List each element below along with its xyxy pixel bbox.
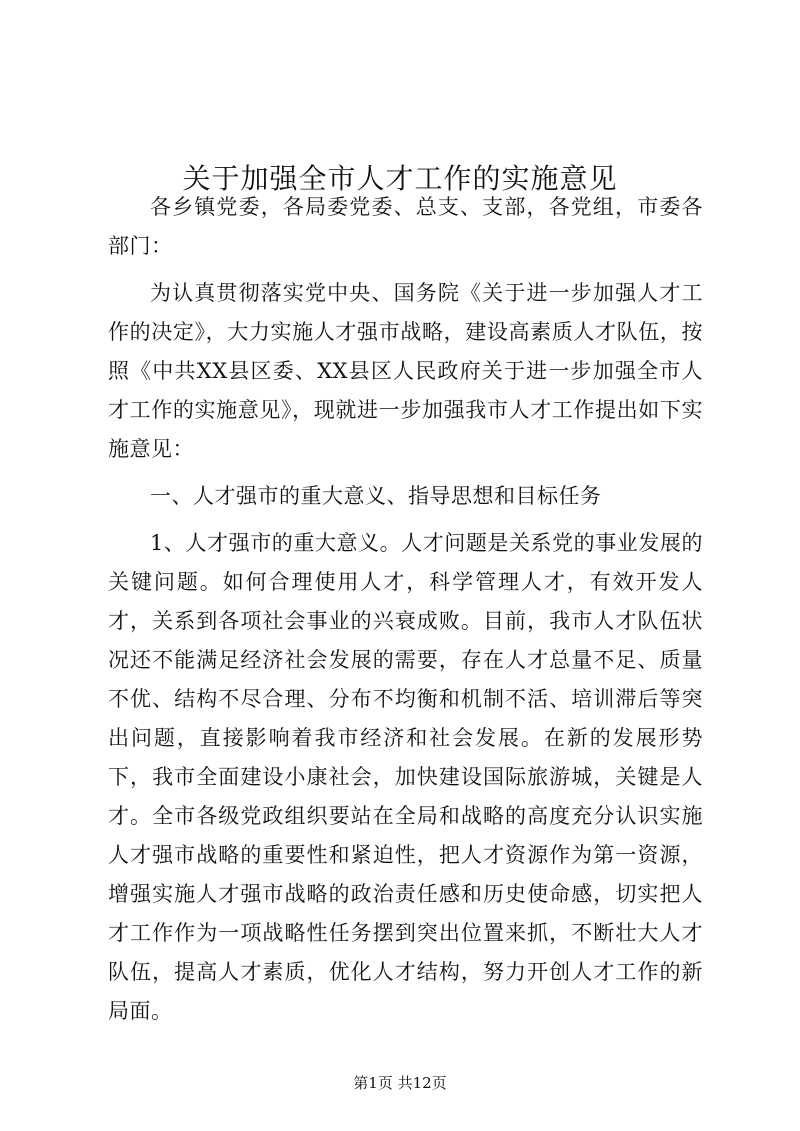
- paragraph-significance: 1、人才强市的重大意义。人才问题是关系党的事业发展的关键问题。如何合理使用人才，科学管理人才，有效开发人才，关系到各项社会事业的兴衰成败。目前，我市人才队伍状况还不能满足经济社会发展的需要，存在人才总量不足、质量不优、结构不尽合理、分布不均衡和机制不活、培训滞后等突出问题，直接影响着我市经济和社会发展。在新的发展形势下，我市全面建设小康社会，加快建设国际旅游城，关键是人才。全市各级党政组织要站在全局和战略的高度充分认识实施人才强市战略的重要性和紧迫性，把人才资源作为第一资源，增强实施人才强市战略的政治责任感和历史使命感，切实把人才工作作为一项战略性任务摆到突出位置来抓，不断壮大人才队伍，提高人才素质，优化人才结构，努力开创人才工作的新局面。: [108, 531, 703, 1023]
- section-heading-1: 一、人才强市的重大意义、指导思想和目标任务: [150, 484, 602, 508]
- page-number-footer: 第1页 共12页: [353, 1074, 447, 1092]
- paragraph-intro: 为认真贯彻落实党中央、国务院《关于进一步加强人才工作的决定》，大力实施人才强市战略，建设高素质人才队伍，按照《中共XX县区委、XX县区人民政府关于进一步加强全市人才工作的实施意见》，现就进一步加强我市人才工作提出如下实施意见：: [108, 281, 703, 461]
- paragraph-salutation: 各乡镇党委，各局委党委、总支、支部，各党组，市委各部门：: [108, 195, 703, 258]
- document-body: [108, 188, 703, 1039]
- document-title: 关于加强全市人才工作的实施意见: [182, 161, 618, 195]
